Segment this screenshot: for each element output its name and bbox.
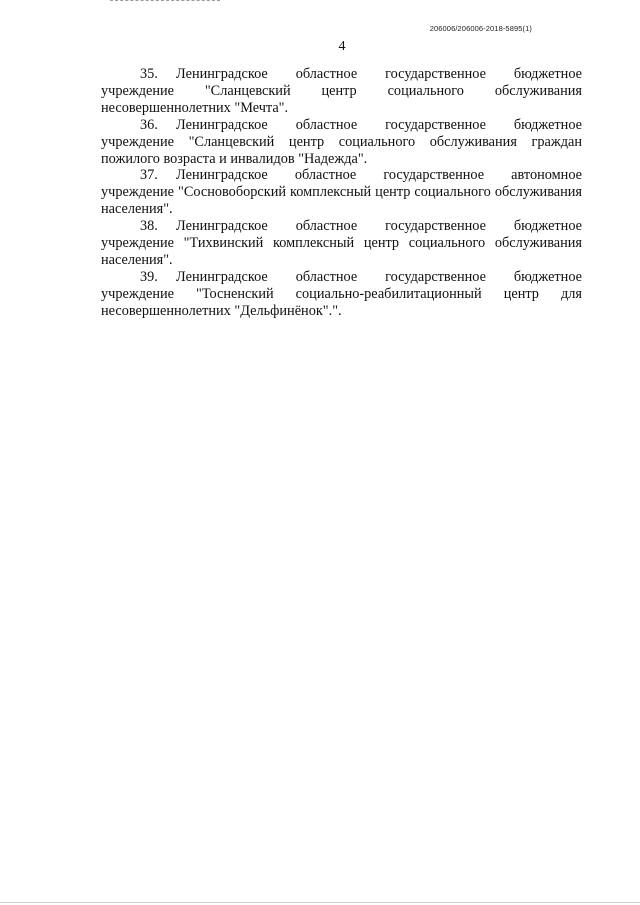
document-code: 206006/206006-2018-5895(1)	[429, 24, 532, 33]
list-item	[101, 117, 582, 168]
list-item	[101, 167, 582, 218]
list-item-text: Ленинградское областное государственное бюджетное учреждение "Сланцевский центр социального обслуживания граждан пожилого возраста и инвалидов "Надежда".	[101, 116, 582, 167]
list-item	[101, 269, 582, 320]
document-body	[101, 66, 582, 320]
list-item	[101, 66, 582, 117]
list-item-number: 39.	[140, 268, 158, 285]
list-item-number: 36.	[140, 116, 158, 133]
list-item	[101, 218, 582, 269]
list-item-number: 38.	[140, 218, 158, 235]
scan-bottom-edge	[0, 902, 640, 903]
scan-edge-mark	[110, 0, 220, 1]
list-item-number: 37.	[140, 167, 158, 184]
list-item-text: Ленинградское областное государственное автономное учреждение "Сосновоборский комплексный центр социального обслуживания населения".	[101, 167, 582, 218]
list-item-text: Ленинградское областное государственное бюджетное учреждение "Тосненский социально-реабилитационный центр для несовершеннолетних "Дельфинёнок".".	[101, 268, 582, 319]
list-item-text: Ленинградское областное государственное бюджетное учреждение "Сланцевский центр социального обслуживания несовершеннолетних "Мечта".	[101, 66, 582, 116]
page-number: 4	[338, 39, 346, 54]
list-item-number: 35.	[140, 66, 158, 82]
list-item-text: Ленинградское областное государственное бюджетное учреждение "Тихвинский комплексный центр социального обслуживания населения".	[101, 218, 582, 268]
